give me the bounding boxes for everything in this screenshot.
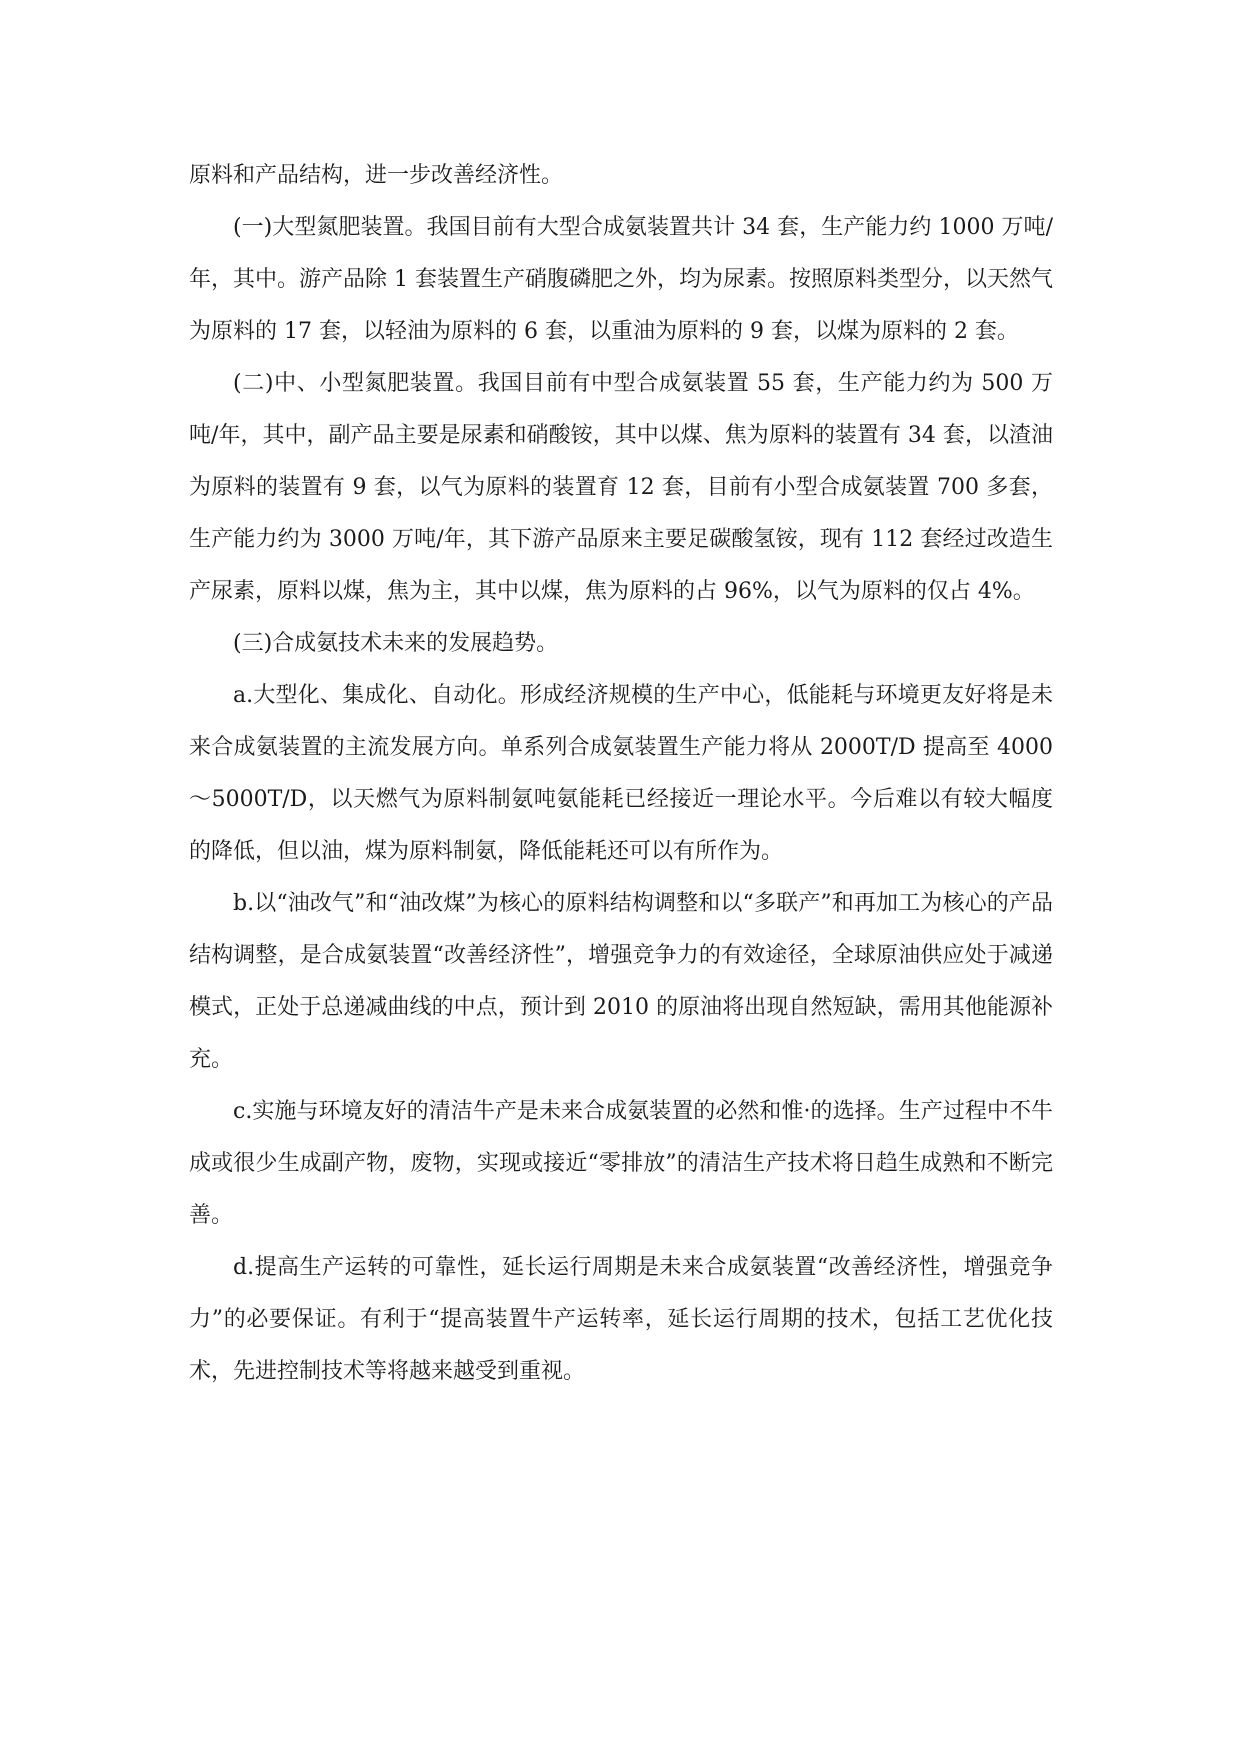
paragraph-trend-c: c.实施与环境友好的清洁牛产是未来合成氨装置的必然和惟·的选择。生产过程中不牛成或很少生成副产物，废物，实现或接近“零排放”的清洁生产技术将日趋生成熟和不断完善。 — [189, 1099, 1053, 1228]
paragraph-large-nitrogen-plants: (一)大型氮肥装置。我国目前有大型合成氨装置共计 34 套，生产能力约 1000 万吨/年，其中。游产品除 1 套装置生产硝腹磷肥之外，均为尿素。按照原料类型分，以天然气为原料的 17 套，以轻油为原料的 6 套，以重油为原料的 9 套，以煤为原料的 2 套。 — [189, 215, 1053, 344]
body-text — [189, 150, 1053, 1398]
paragraph-trend-a: a.大型化、集成化、自动化。形成经济规模的生产中心，低能耗与环境更友好将是未来合成氨装置的主流发展方向。单系列合成氨装置生产能力将从 2000T/D 提高至 4000～5000T/D，以天燃气为原料制氨吨氨能耗已经接近一理论水平。今后难以有较大幅度的降低，但以油，煤为原料制氨，降低能耗还可以有所作为。 — [189, 683, 1053, 864]
paragraph-trend-b: b.以“油改气”和“油改煤”为核心的原料结构调整和以“多联产”和再加工为核心的产品结构调整，是合成氨装置“改善经济性”，增强竞争力的有效途径，全球原油供应处于减递模式，正处于总递减曲线的中点，预计到 2010 的原油将出现自然短缺，需用其他能源补充。 — [189, 891, 1053, 1072]
paragraph-continuation: 原料和产品结构，进一步改善经济性。 — [189, 163, 564, 188]
paragraph-trend-d: d.提高生产运转的可靠性，延长运行周期是未来合成氨装置“改善经济性，增强竞争力”的必要保证。有利于“提高装置牛产运转率，延长运行周期的技术，包括工艺优化技术，先进控制技术等将越来越受到重视。 — [189, 1255, 1053, 1384]
paragraph-medium-small-nitrogen-plants: (二)中、小型氮肥装置。我国目前有中型合成氨装置 55 套，生产能力约为 500 万吨/年，其中，副产品主要是尿素和硝酸铵，其中以煤、焦为原料的装置有 34 套，以渣油为原料的装置有 9 套，以气为原料的装置育 12 套，目前有小型合成氨装置 700 多套，生产能力约为 3000 万吨/年，其下游产品原来主要足碳酸氢铵，现有 112 套经过改造生产尿素，原料以煤，焦为主，其中以煤，焦为原料的占 96%，以气为原料的仅占 4%。 — [189, 371, 1053, 604]
paragraph-trends-heading: (三)合成氨技术未来的发展趋势。 — [233, 631, 559, 656]
